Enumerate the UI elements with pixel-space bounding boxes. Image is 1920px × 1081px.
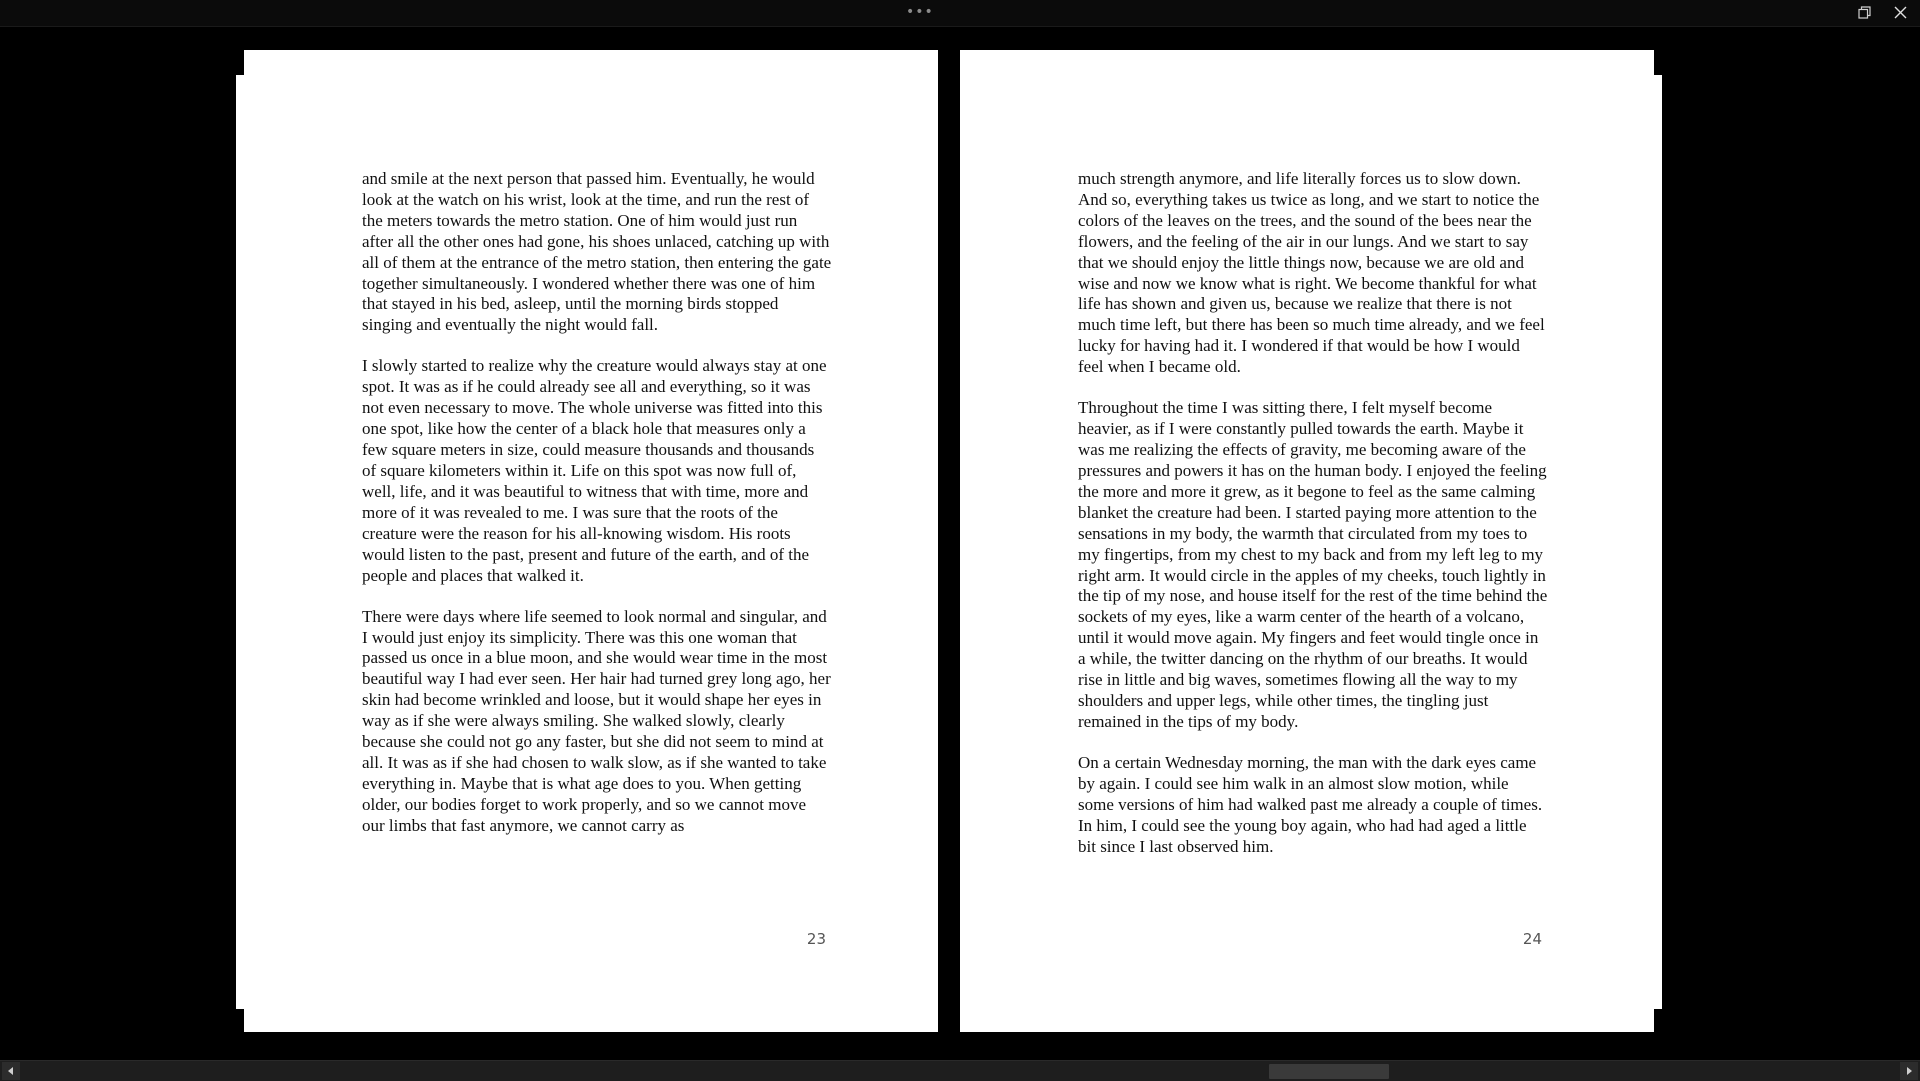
right-page-text [1078, 169, 1548, 878]
close-window-button[interactable] [1882, 0, 1918, 26]
page-number: 23 [806, 930, 826, 948]
close-icon [1894, 6, 1907, 19]
paragraph: Throughout the time I was sitting there, I felt myself become heavier, as if I were constantly pulled towards the earth. Maybe it was me realizing the effects of gravity, me becoming aware of the pressures and powers it has on the human body. I enjoyed the feeling the more and more it grew, as it begone to feel as the same calming blanket the creature had been. I started paying more attention to the sensations in my body, the warmth that circulated from my toes to my fingertips, from my chest to my back and from my left leg to my right arm. It would circle in the apples of my cheeks, touch lightly in the tip of my nose, and house itself for the rest of the time behind the sockets of my eyes, like a warm center of the hearth of a volcano, until it would move again. My fingers and feet would tingle once in a while, the twitter dancing on the rhythm of our breaths. It would rise in little and big waves, sometimes flowing all the way to my shoulders and upper legs, while other times, the tingling just remained in the tips of my body. [1078, 398, 1548, 731]
page-number: 24 [1522, 930, 1542, 948]
triangle-left-icon [7, 1067, 15, 1075]
scroll-right-button[interactable] [1900, 1062, 1918, 1080]
title-bar [0, 0, 1920, 27]
restore-window-button[interactable] [1846, 0, 1882, 26]
triangle-right-icon [1905, 1067, 1913, 1075]
paragraph: much strength anymore, and life literally forces us to slow down. And so, everything takes us twice as long, and we start to notice the colors of the leaves on the trees, and the sound of the bees near the flowers, and the feeling of the air in our lungs. And we start to say that we should enjoy the little things now, because we are old and wise and now we know what is right. We become thankful for what life has shown and given us, because we realize that there is not much time left, but there has been so much time already, and we feel lucky for having had it. I wondered if that would be how I would feel when I became old. [1078, 169, 1545, 377]
paragraph: I slowly started to realize why the creature would always stay at one spot. It was as if he could already see all and everything, so it was not even necessary to move. The whole universe was fitted into this one spot, like how the center of a black hole that measures only a few square meters in size, could measure thousands and thousands of square kilometers within it. Life on this spot was now full of, well, life, and it was beautiful to witness that with time, more and more of it was revealed to me. I was sure that the roots of the creature were the reason for his all-knowing wisdom. His roots would listen to the past, present and future of the earth, and of the people and places that walked it. [362, 356, 827, 585]
paragraph: There were days where life seemed to look normal and singular, and I would just enjoy its simplicity. There was this one woman that passed us once in a blue moon, and she would wear time in the most beautiful way I had ever seen. Her hair had turned grey long ago, her skin had become wrinkled and loose, but it would shape her eyes in way as if she were always smiling. She walked slowly, clearly because she could not go any faster, but she did not seem to mind at all. It was as if she had chosen to walk slow, as if she wanted to take everything in. Maybe that is what age does to you. When getting older, our bodies forget to work properly, and so we cannot move our limbs that fast anymore, we cannot carry as [362, 606, 831, 835]
paragraph: On a certain Wednesday morning, the man with the dark eyes came by again. I could see him walk in an almost slow motion, while some versions of him had walked past me already a couple of times. In him, I could see the young boy again, who had had aged a little bit since I last observed him. [1078, 752, 1543, 856]
paragraph: and smile at the next person that passed him. Eventually, he would look at the watch on his wrist, look at the time, and run the rest of the meters towards the metro station. One of him would just run after all the other ones had gone, his shoes unlaced, catching up with all of them at the entrance of the metro station, then entering the gate together simultaneously. I wondered whether there was one of him that stayed in his bed, asleep, until the morning birds stopped singing and eventually the night would fall. [362, 169, 832, 335]
horizontal-scrollbar[interactable] [0, 1060, 1920, 1081]
scrollbar-thumb[interactable] [1269, 1064, 1389, 1079]
restore-icon [1858, 6, 1871, 19]
left-page-text [362, 169, 832, 857]
scroll-left-button[interactable] [2, 1062, 20, 1080]
left-page [244, 50, 938, 1032]
more-options-icon[interactable]: ••• [906, 4, 934, 20]
right-page [960, 50, 1654, 1032]
scrollbar-track[interactable] [22, 1064, 1898, 1078]
